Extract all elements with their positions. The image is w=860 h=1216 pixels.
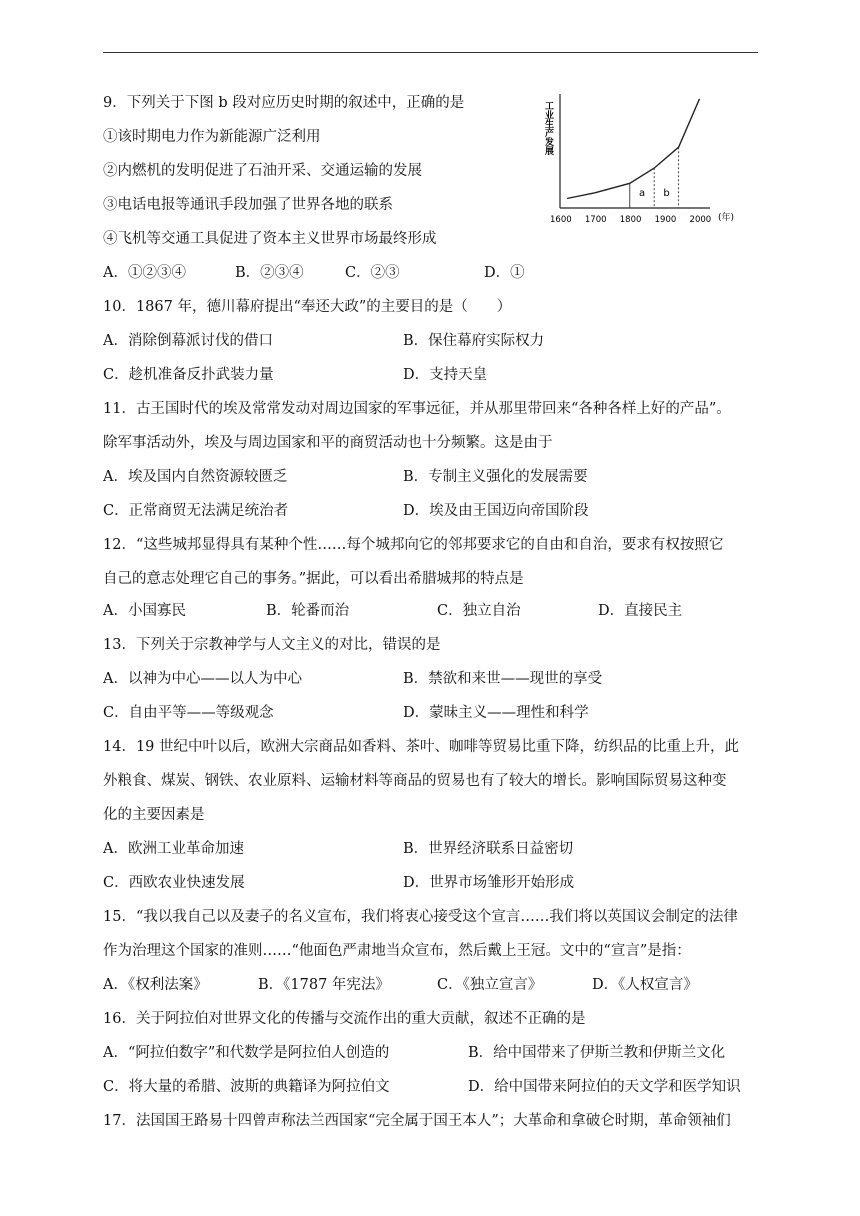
chart-ylabel: 工业生产发展 (543, 101, 553, 155)
q16-stem: 16．关于阿拉伯对世界文化的传播与交流作出的重大贡献，叙述不正确的是 (103, 1011, 586, 1027)
q12-option-a: A．小国寡民 (103, 603, 186, 619)
q16-option-d: D．给中国带来阿拉伯的天文学和医学知识 (468, 1079, 741, 1095)
q13-option-b: B．禁欲和来世——现世的享受 (403, 671, 603, 687)
q12-option-d: D．直接民主 (598, 603, 683, 619)
header-rule (103, 52, 758, 53)
q14-option-d: D．世界市场雏形开始形成 (403, 875, 575, 891)
q11-option-c: C．正常商贸无法满足统治者 (103, 503, 289, 519)
q13-stem: 13．下列关于宗教神学与人文主义的对比，错误的是 (103, 637, 441, 653)
series-line (567, 99, 700, 199)
q14-stem-line-3: 化的主要因素是 (103, 807, 205, 823)
x-tick-label: 1800 (619, 215, 642, 225)
q14-option-a: A．欧洲工业革命加速 (103, 841, 244, 857)
q11-option-d: D．埃及由王国迈向帝国阶段 (403, 503, 589, 519)
segment-label-b: b (663, 188, 670, 199)
q10-stem: 10．1867 年，德川幕府提出“奉还大政”的主要目的是（ ） (103, 299, 512, 315)
q16-option-c: C．将大量的希腊、波斯的典籍译为阿拉伯文 (103, 1079, 390, 1095)
q9-statement-1: ①该时期电力作为新能源广泛利用 (103, 129, 321, 145)
q15-stem-line-2: 作为治理这个国家的准则……“他面色严肃地当众宣布，然后戴上王冠。文中的“宣言”是指： (103, 943, 691, 959)
q11-stem-line-1: 11．古王国时代的埃及常常发动对周边国家的军事远征，并从那里带回来“各种各样上好的产品”。 (103, 401, 731, 417)
q13-option-a: A．以神为中心——以人为中心 (103, 671, 302, 687)
q9-option-b: B．②③④ (235, 265, 304, 281)
q15-stem-line-1: 15．“我以我自己以及妻子的名义宣布，我们将衷心接受这个宣言……我们将以英国议会制定的法律 (103, 909, 738, 925)
q15-option-b: B．《1787 年宪法》 (258, 977, 390, 993)
q12-stem-line-2: 自己的意志处理它自己的事务。”据此，可以看出希腊城邦的特点是 (103, 571, 524, 587)
q11-option-a: A．埃及国内自然资源较匮乏 (103, 469, 288, 485)
q14-option-b: B．世界经济联系日益密切 (403, 841, 574, 857)
q16-option-b: B．给中国带来了伊斯兰教和伊斯兰文化 (468, 1045, 726, 1061)
q14-stem-line-2: 外粮食、煤炭、钢铁、农业原料、运输材料等商品的贸易也有了较大的增长。影响国际贸易这种变 (103, 773, 727, 789)
q9-statement-2: ②内燃机的发明促进了石油开采、交通运输的发展 (103, 163, 422, 179)
q15-option-c: C．《独立宣言》 (437, 977, 543, 993)
x-tick-label: 1900 (654, 215, 677, 225)
q14-option-c: C．西欧农业快速发展 (103, 875, 245, 891)
q13-option-c: C．自由平等——等级观念 (103, 705, 274, 721)
q12-stem-line-1: 12．“这些城邦显得具有某种个性……每个城邦向它的邻邦要求它的自由和自治，要求有权按照它 (103, 537, 724, 553)
q9-option-c: C．②③ (345, 265, 400, 281)
q10-option-d: D．支持天皇 (403, 367, 488, 383)
x-tick-label: 1700 (584, 215, 607, 225)
segment-label-a: a (638, 188, 646, 199)
q9-statement-3: ③电话电报等通讯手段加强了世界各地的联系 (103, 197, 393, 213)
q13-option-d: D．蒙昧主义——理性和科学 (403, 705, 589, 721)
q11-option-b: B．专制主义强化的发展需要 (403, 469, 588, 485)
q10-option-a: A．消除倒幕派讨伐的借口 (103, 333, 273, 349)
q10-option-b: B．保住幕府实际权力 (403, 333, 545, 349)
q11-stem-line-2: 除军事活动外，埃及与周边国家和平的商贸活动也十分频繁。这是由于 (103, 435, 553, 451)
x-tick-label: 1600 (550, 215, 572, 225)
q10-option-c: C．趁机准备反扑武装力量 (103, 367, 274, 383)
q9-stem: 9．下列关于下图 b 段对应历史时期的叙述中，正确的是 (103, 95, 465, 111)
industrial-growth-chart (540, 86, 765, 236)
q15-option-a: A．《权利法案》 (103, 977, 208, 993)
q12-option-c: C．独立自治 (437, 603, 521, 619)
q16-option-a: A．“阿拉伯数字”和代数学是阿拉伯人创造的 (103, 1045, 390, 1061)
q9-statement-4: ④飞机等交通工具促进了资本主义世界市场最终形成 (103, 231, 437, 247)
q14-stem-line-1: 14．19 世纪中叶以后，欧洲大宗商品如香料、茶叶、咖啡等贸易比重下降，纺织品的比重上升，此 (103, 739, 740, 755)
q15-option-d: D．《人权宣言》 (592, 977, 698, 993)
q17-stem: 17．法国国王路易十四曾声称法兰西国家“完全属于国王本人”；大革命和拿破仑时期，革命领袖们 (103, 1113, 731, 1129)
q9-option-a: A．①②③④ (103, 265, 186, 281)
chart-xlabel: (年) (718, 213, 735, 223)
q12-option-b: B．轮番而治 (266, 603, 350, 619)
x-tick-label: 2000 (689, 215, 712, 225)
q9-option-d: D．① (484, 265, 525, 281)
